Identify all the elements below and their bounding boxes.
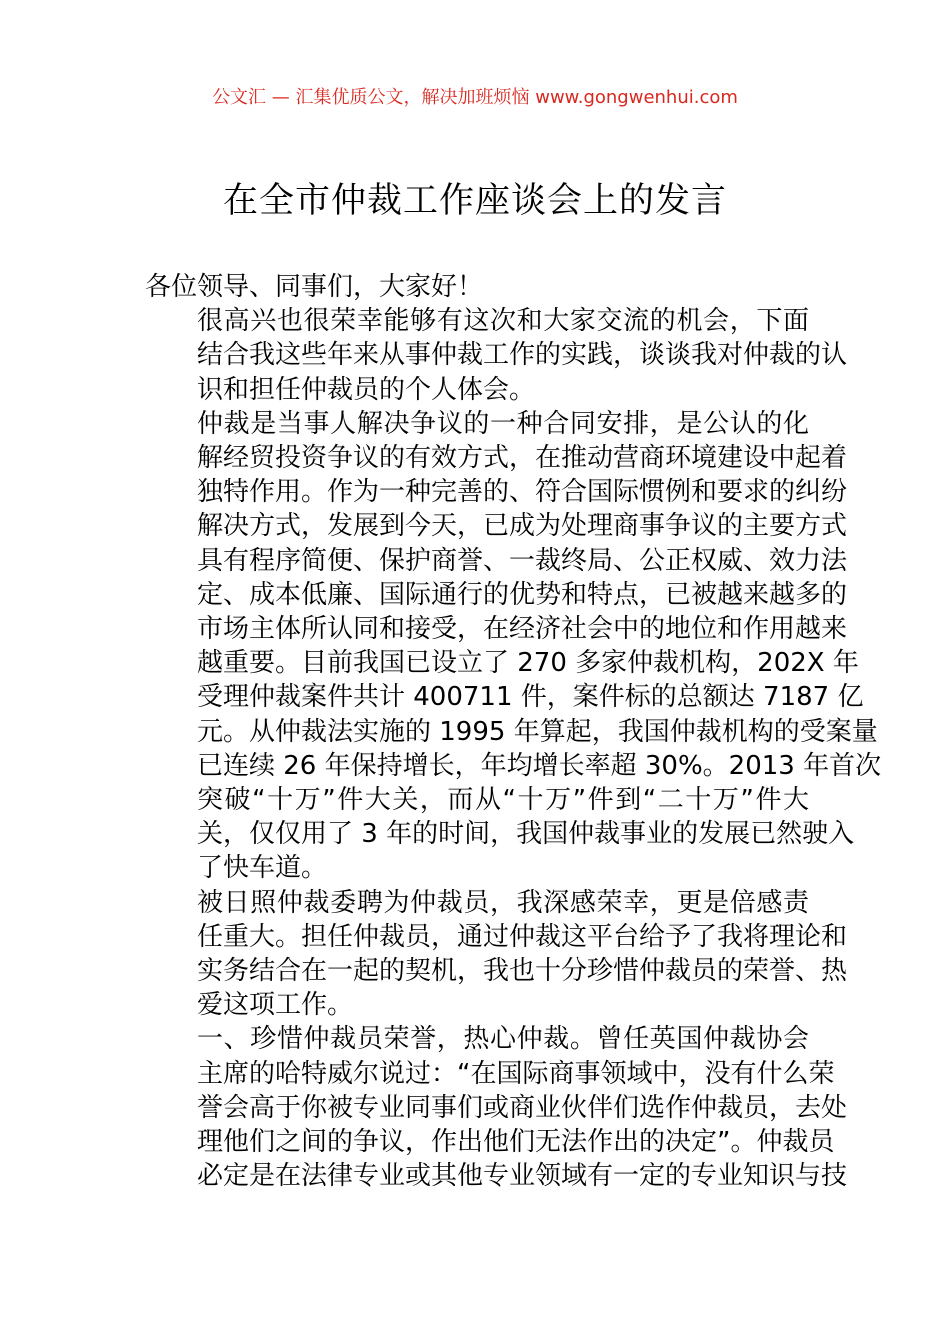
text-line: 被日照仲裁委聘为仲裁员，我深感荣幸，更是倍感责	[197, 887, 809, 918]
text-line: 关，仅仅用了 3 年的时间，我国仲裁事业的发展已然驶入	[197, 819, 855, 850]
text-line: 各位领导、同事们，大家好！	[145, 272, 484, 302]
text-line: 定、成本低廉、国际通行的优势和特点，已被越来越多的	[197, 579, 848, 610]
text-line: 具有程序简便、保护商誉、一裁终局、公正权威、效力法	[197, 545, 848, 576]
text-line: 受理仲裁案件共计 400711 件，案件标的总额达 7187 亿	[197, 682, 864, 713]
text-line: 解经贸投资争议的有效方式，在推动营商环境建设中起着	[197, 443, 848, 474]
document-body	[145, 270, 882, 1193]
text-line: 了快车道。	[197, 853, 328, 884]
site-header-banner: 公文汇 — 汇集优质公文，解决加班烦恼 www.gongwenhui.com	[212, 87, 738, 108]
text-line: 越重要。目前我国已设立了 270 多家仲裁机构，202X 年	[197, 648, 859, 679]
text-line: 爱这项工作。	[197, 990, 354, 1021]
paragraph-intro	[145, 304, 848, 407]
text-line: 很高兴也很荣幸能够有这次和大家交流的机会，下面	[197, 306, 809, 337]
text-line: 实务结合在一起的契机，我也十分珍惜仲裁员的荣誉、热	[197, 956, 848, 987]
text-line: 元。从仲裁法实施的 1995 年算起，我国仲裁机构的受案量	[197, 716, 878, 747]
text-line: 必定是在法律专业或其他专业领域有一定的专业知识与技	[197, 1161, 848, 1192]
document-title: 在全市仲裁工作座谈会上的发言	[222, 181, 727, 221]
paragraph-section-one	[145, 1022, 848, 1193]
text-line: 一、珍惜仲裁员荣誉，热心仲裁。曾任英国仲裁协会	[197, 1024, 809, 1055]
paragraph-arbitration-overview	[145, 407, 882, 886]
text-line: 理他们之间的争议，作出他们无法作出的决定”。仲裁员	[197, 1127, 835, 1158]
text-line: 突破“十万”件大关，而从“十万”件到“二十万”件大	[197, 785, 809, 816]
text-line: 已连续 26 年保持增长，年均增长率超 30%。2013 年首次	[197, 750, 882, 781]
text-line: 主席的哈特威尔说过：“在国际商事领域中，没有什么荣	[197, 1058, 835, 1089]
text-line: 任重大。担任仲裁员，通过仲裁这平台给予了我将理论和	[197, 921, 848, 952]
text-line: 识和担任仲裁员的个人体会。	[197, 374, 536, 405]
text-line: 结合我这些年来从事仲裁工作的实践，谈谈我对仲裁的认	[197, 340, 848, 371]
paragraph-appointment	[145, 886, 848, 1023]
text-line: 市场主体所认同和接受，在经济社会中的地位和作用越来	[197, 614, 848, 645]
salutation	[145, 270, 809, 304]
text-line: 仲裁是当事人解决争议的一种合同安排，是公认的化	[197, 408, 809, 439]
text-line: 独特作用。作为一种完善的、符合国际惯例和要求的纠纷	[197, 477, 848, 508]
text-line: 誉会高于你被专业同事们或商业伙伴们选作仲裁员，去处	[197, 1092, 848, 1123]
text-line: 解决方式，发展到今天，已成为处理商事争议的主要方式	[197, 511, 848, 542]
